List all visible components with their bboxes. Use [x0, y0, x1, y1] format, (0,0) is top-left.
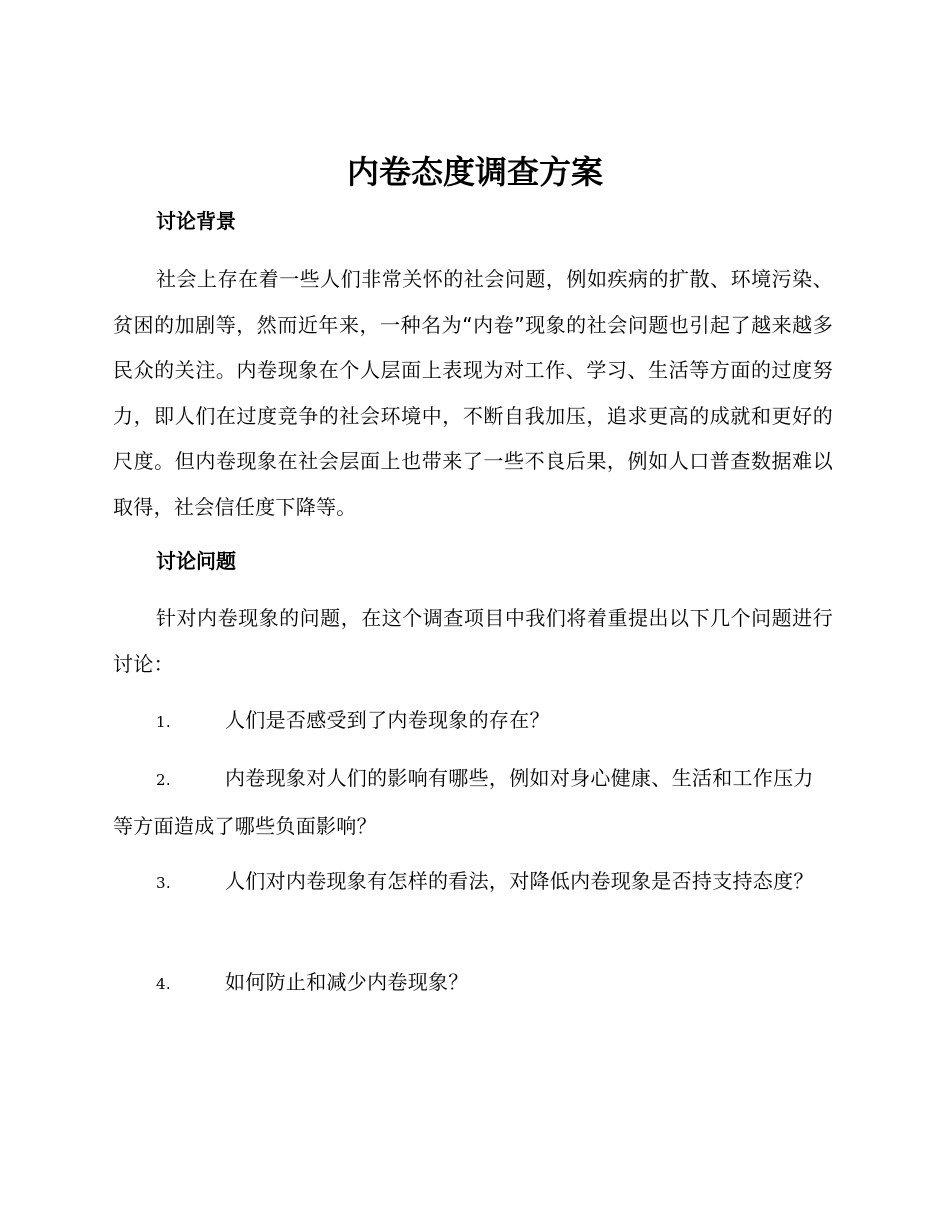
- section-heading-questions: 讨论问题: [156, 549, 236, 573]
- question-item: [113, 859, 833, 907]
- document-title: 内卷态度调查方案: [346, 153, 603, 191]
- question-text: 内卷现象对人们的影响有哪些，例如对身心健康、生活和工作压力等方面造成了哪些负面影响？: [113, 766, 814, 838]
- question-text: 人们对内卷现象有怎样的看法，对降低内卷现象是否持支持态度？: [225, 869, 814, 893]
- questions-intro-paragraph: 针对内卷现象的问题，在这个调查项目中我们将着重提出以下几个问题进行讨论：: [113, 606, 833, 676]
- question-number: 4.: [156, 975, 171, 993]
- question-item: [113, 698, 833, 746]
- question-number: 3.: [156, 874, 171, 892]
- background-paragraph: 社会上存在着一些人们非常关怀的社会问题，例如疾病的扩散、环境污染、贫困的加剧等，然而近年来，一种名为“内卷”现象的社会问题也引起了越来越多民众的关注。内卷现象在个人层面上表现为对工作、学习、生活等方面的过度努力，即人们在过度竞争的社会环境中，不断自我加压，追求更高的成就和更好的尺度。但内卷现象在社会层面上也带来了一些不良后果，例如人口普查数据难以取得，社会信任度下降等。: [113, 267, 833, 519]
- question-item: [113, 960, 833, 1008]
- question-number: 2.: [156, 771, 171, 789]
- question-text: 如何防止和减少内卷现象？: [225, 970, 469, 994]
- section-heading-background: 讨论背景: [156, 209, 236, 233]
- question-number: 1.: [156, 713, 171, 731]
- question-text: 人们是否感受到了内卷现象的存在？: [225, 708, 550, 732]
- question-item: [113, 756, 833, 849]
